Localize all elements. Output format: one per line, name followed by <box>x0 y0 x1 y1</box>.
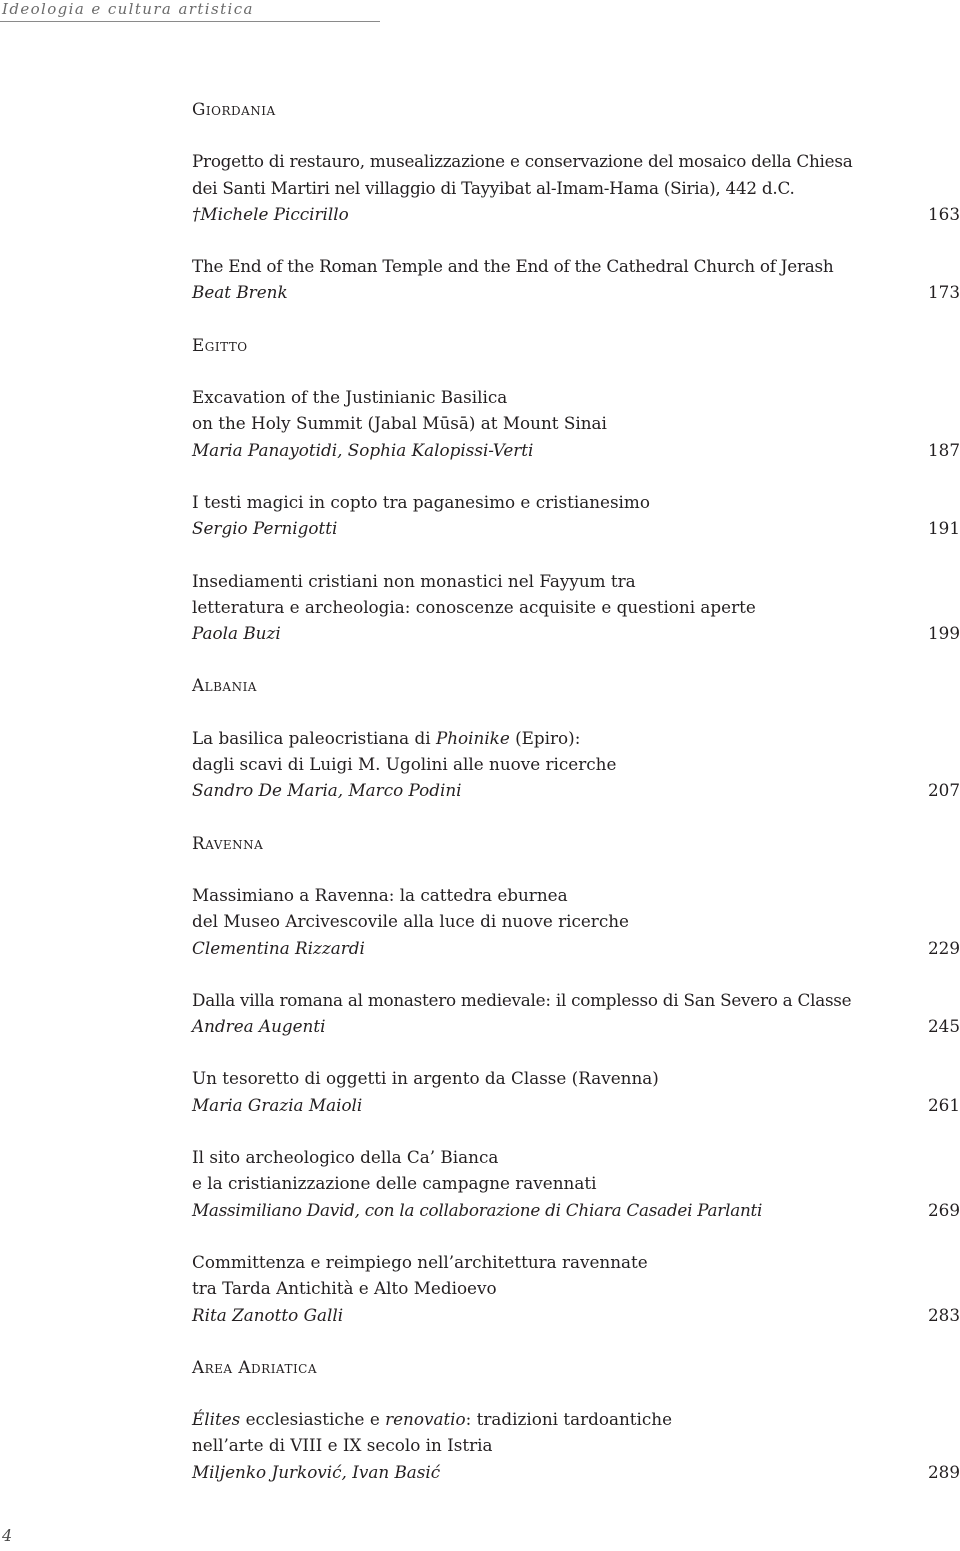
table-of-contents <box>192 96 960 1511</box>
entry-title: dagli scavi di Luigi M. Ugolini alle nuove ricerche <box>192 754 617 775</box>
toc-entry <box>192 987 960 1040</box>
entry-page-number: 207 <box>927 780 960 801</box>
entry-author-row <box>192 437 960 463</box>
entry-title: Massimiano a Ravenna: la cattedra eburnea <box>192 884 568 905</box>
entry-title-italic: Phoinike <box>435 727 510 748</box>
entry-author: Rita Zanotto Galli <box>192 1304 344 1325</box>
entry-author: Andrea Augenti <box>192 1016 326 1037</box>
entry-author: Clementina Rizzardi <box>192 937 365 958</box>
toc-entry <box>192 1406 960 1485</box>
entry-author: Sandro De Maria, Marco Podini <box>192 780 462 801</box>
entry-title: letteratura e archeologia: conoscenze acquisite e questioni aperte <box>192 596 756 617</box>
section-heading-ravenna: Ravenna <box>192 832 264 853</box>
entry-author: †Michele Piccirillo <box>192 203 349 224</box>
entry-title: tra Tarda Antichità e Alto Medioevo <box>192 1278 497 1299</box>
entry-page-number: 245 <box>927 1016 960 1037</box>
entry-title <box>192 1406 960 1432</box>
entry-title: I testi magici in copto tra paganesimo e cristianesimo <box>192 491 650 512</box>
section-heading-area-adriatica: Area Adriatica <box>192 1356 318 1377</box>
entry-page-number: 173 <box>927 282 960 303</box>
section-heading-albania: Albania <box>192 675 257 696</box>
entry-author: Maria Panayotidi, Sophia Kalopissi-Verti <box>192 439 534 460</box>
entry-author-row <box>192 1197 960 1223</box>
entry-title-text: (Epiro): <box>509 727 581 748</box>
entry-author-row <box>192 620 960 646</box>
entry-title: nell’arte di VIII e IX secolo in Istria <box>192 1435 493 1456</box>
entry-page-number: 199 <box>927 623 960 644</box>
entry-title: dei Santi Martiri nel villaggio di Tayyibat al-Imam-Hama (Siria), 442 d.C. <box>192 177 795 198</box>
entry-page-number: 261 <box>927 1094 960 1115</box>
entry-title: Progetto di restauro, musealizzazione e conservazione del mosaico della Chiesa <box>192 151 853 172</box>
entry-title-italic: renovatio <box>385 1409 466 1430</box>
entry-title: del Museo Arcivescovile alla luce di nuove ricerche <box>192 911 629 932</box>
entry-author-row <box>192 1092 960 1118</box>
entry-author-row <box>192 1459 960 1485</box>
entry-author-row <box>192 279 960 305</box>
entry-page-number: 283 <box>927 1304 960 1325</box>
toc-entry <box>192 148 960 227</box>
running-head: Ideologia e cultura artistica <box>0 0 380 22</box>
entry-title: on the Holy Summit (Jabal Mūsā) at Mount Sinai <box>192 413 607 434</box>
toc-entry <box>192 568 960 647</box>
page-folio: 4 <box>2 1526 13 1545</box>
entry-author: Beat Brenk <box>192 282 288 303</box>
section-heading-giordania: Giordania <box>192 99 276 119</box>
entry-title: e la cristianizzazione delle campagne ravennati <box>192 1173 597 1194</box>
entry-title: Un tesoretto di oggetti in argento da Classe (Ravenna) <box>192 1068 659 1089</box>
entry-author-row <box>192 935 960 961</box>
entry-title-text: La basilica paleocristiana di <box>192 727 436 748</box>
entry-title: The End of the Roman Temple and the End of the Cathedral Church of Jerash <box>192 256 834 277</box>
entry-author-row <box>192 1013 960 1039</box>
entry-title-text: : tradizioni tardoantiche <box>465 1409 673 1430</box>
entry-page-number: 163 <box>927 203 960 224</box>
toc-entry <box>192 253 960 306</box>
toc-entry <box>192 1144 960 1223</box>
entry-page-number: 187 <box>927 439 960 460</box>
section-heading-egitto: Egitto <box>192 334 248 355</box>
entry-author: Paola Buzi <box>192 623 281 644</box>
toc-entry <box>192 1065 960 1118</box>
toc-entry <box>192 489 960 542</box>
entry-author: Maria Grazia Maioli <box>192 1094 363 1115</box>
entry-author: Massimiliano David, con la collaborazione di Chiara Casadei Parlanti <box>192 1199 763 1220</box>
toc-entry <box>192 725 960 804</box>
entry-title: Excavation of the Justinianic Basilica <box>192 387 508 408</box>
entry-author: Sergio Pernigotti <box>192 518 338 539</box>
entry-title: Insediamenti cristiani non monastici nel Fayyum tra <box>192 570 636 591</box>
entry-title: Committenza e reimpiego nell’architettura ravennate <box>192 1251 648 1272</box>
toc-entry <box>192 1249 960 1328</box>
entry-author-row <box>192 777 960 803</box>
toc-entry <box>192 882 960 961</box>
entry-author-row <box>192 515 960 541</box>
entry-author-row <box>192 201 960 227</box>
entry-author: Miljenko Jurković, Ivan Basić <box>192 1461 441 1482</box>
entry-page-number: 229 <box>927 937 960 958</box>
entry-page-number: 289 <box>927 1461 960 1482</box>
entry-page-number: 269 <box>927 1199 960 1220</box>
entry-title: Dalla villa romana al monastero medievale: il complesso di San Severo a Classe <box>192 989 852 1010</box>
entry-title-italic: Élites <box>192 1409 241 1430</box>
entry-author-row <box>192 1302 960 1328</box>
entry-title <box>192 725 960 751</box>
entry-title-text: ecclesiastiche e <box>240 1409 386 1430</box>
entry-page-number: 191 <box>927 518 960 539</box>
toc-entry <box>192 384 960 463</box>
entry-title: Il sito archeologico della Ca’ Bianca <box>192 1147 499 1168</box>
